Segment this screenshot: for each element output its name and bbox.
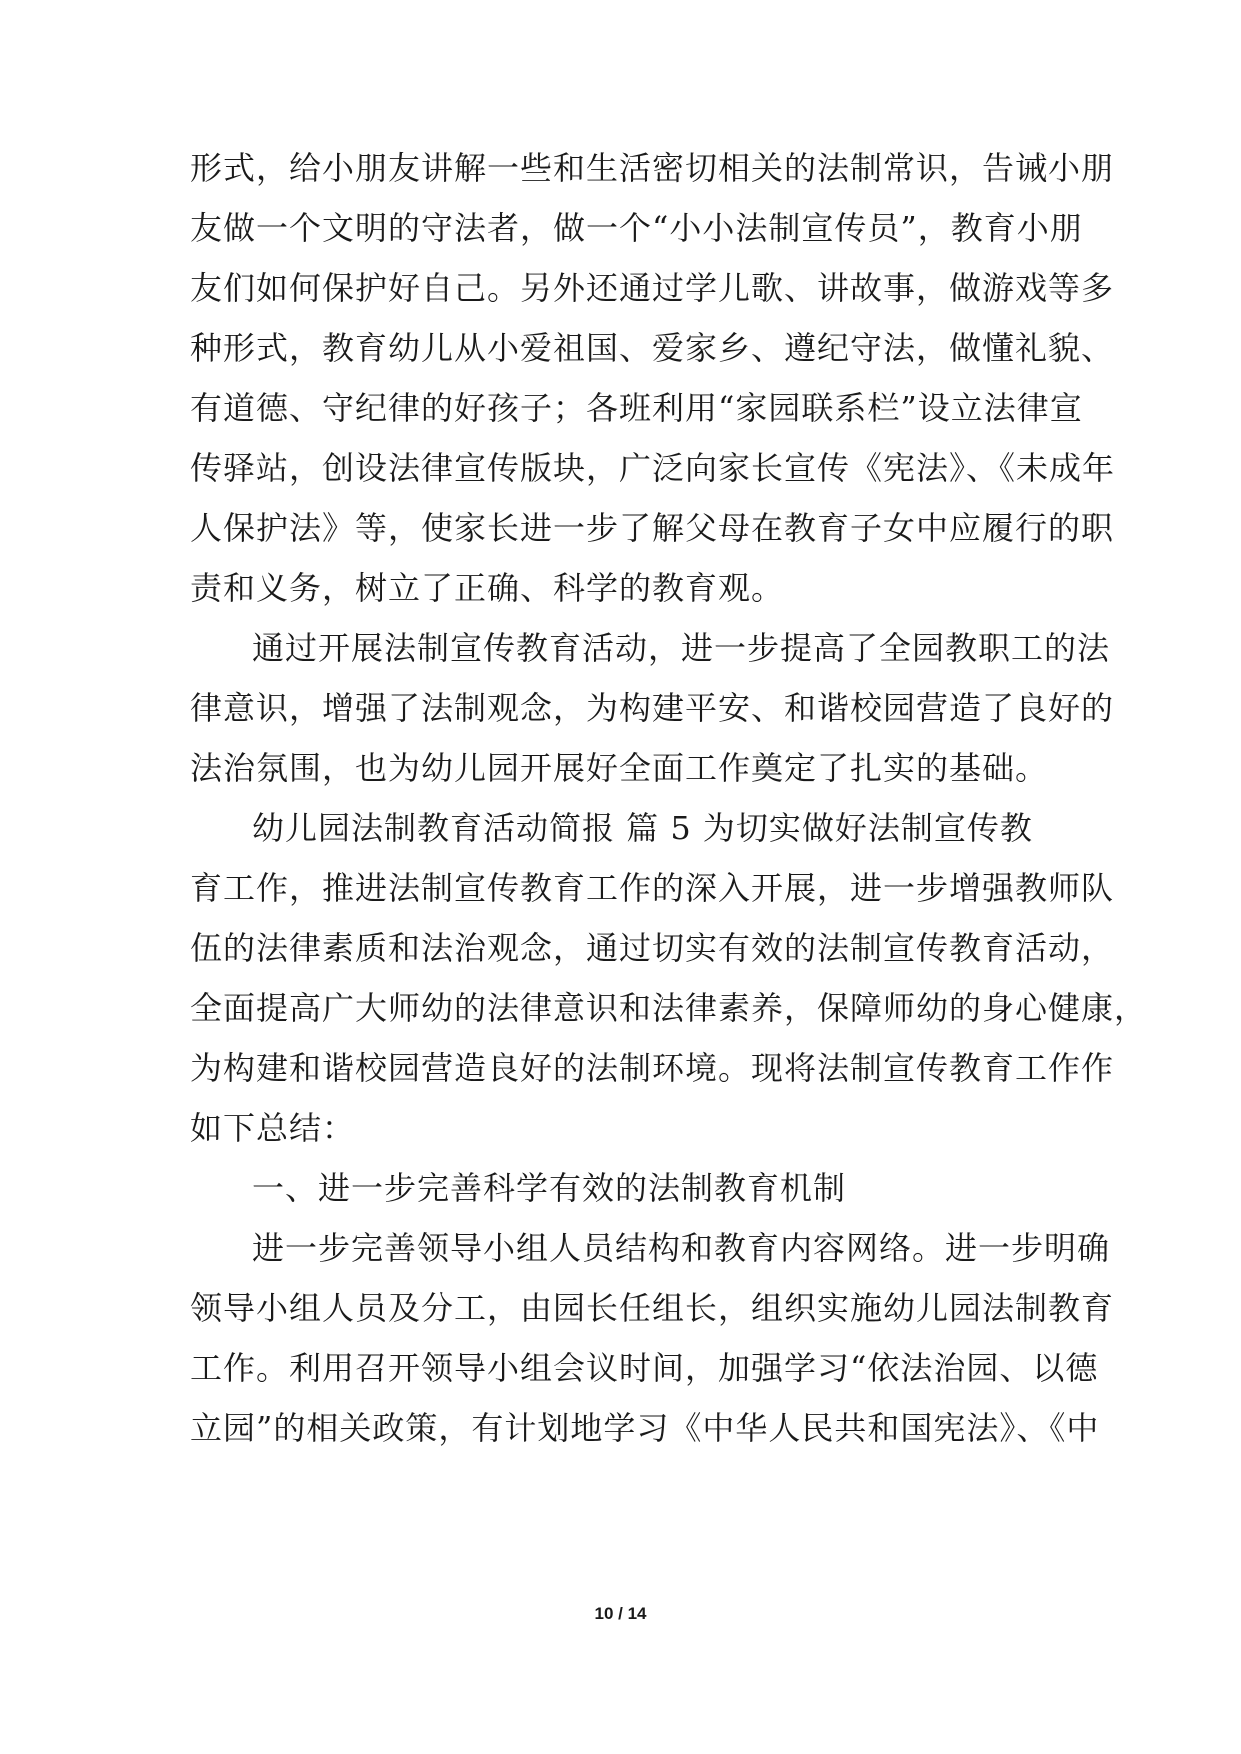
text-line: 伍的法律素质和法治观念，通过切实有效的法制宣传教育活动，	[190, 929, 1115, 967]
text-line: 育工作，推进法制宣传教育工作的深入开展，进一步增强教师队	[190, 869, 1115, 907]
text-line: 友们如何保护好自己。另外还通过学儿歌、讲故事，做游戏等多	[190, 269, 1115, 307]
section-title-line: 幼儿园法制教育活动简报 篇 5 为切实做好法制宣传教	[252, 809, 1033, 847]
text-line: 责和义务，树立了正确、科学的教育观。	[190, 569, 785, 607]
paragraph-start-line: 通过开展法制宣传教育活动，进一步提高了全园教职工的法	[252, 629, 1111, 667]
paragraph-start-line: 进一步完善领导小组人员结构和教育内容网络。进一步明确	[252, 1229, 1111, 1267]
text-line: 形式，给小朋友讲解一些和生活密切相关的法制常识，告诫小朋	[190, 149, 1115, 187]
page-number: 10 / 14	[594, 1604, 647, 1623]
text-line: 有道德、守纪律的好孩子；各班利用“家园联系栏”设立法律宣	[190, 389, 1083, 427]
text-line: 全面提高广大师幼的法律意识和法律素养，保障师幼的身心健康，	[190, 989, 1148, 1027]
text-line: 如下总结：	[190, 1109, 356, 1147]
text-line: 种形式，教育幼儿从小爱祖国、爱家乡、遵纪守法，做懂礼貌、	[190, 329, 1115, 367]
text-line: 立园”的相关政策，有计划地学习《中华人民共和国宪法》、《中	[190, 1409, 1100, 1447]
text-line: 法治氛围，也为幼儿园开展好全面工作奠定了扎实的基础。	[190, 749, 1049, 787]
text-line: 友做一个文明的守法者，做一个“小小法制宣传员”，教育小朋	[190, 209, 1083, 247]
text-line: 领导小组人员及分工，由园长任组长，组织实施幼儿园法制教育	[190, 1289, 1115, 1327]
text-line: 律意识，增强了法制观念，为构建平安、和谐校园营造了良好的	[190, 689, 1115, 727]
text-line: 为构建和谐校园营造良好的法制环境。现将法制宣传教育工作作	[190, 1049, 1115, 1087]
text-line: 传驿站，创设法律宣传版块，广泛向家长宣传《宪法》、《未成年	[190, 449, 1116, 487]
text-line: 工作。利用召开领导小组会议时间，加强学习“依法治园、以德	[190, 1349, 1099, 1387]
text-line: 人保护法》等，使家长进一步了解父母在教育子女中应履行的职	[190, 509, 1115, 547]
subheading-line: 一、进一步完善科学有效的法制教育机制	[252, 1169, 847, 1207]
